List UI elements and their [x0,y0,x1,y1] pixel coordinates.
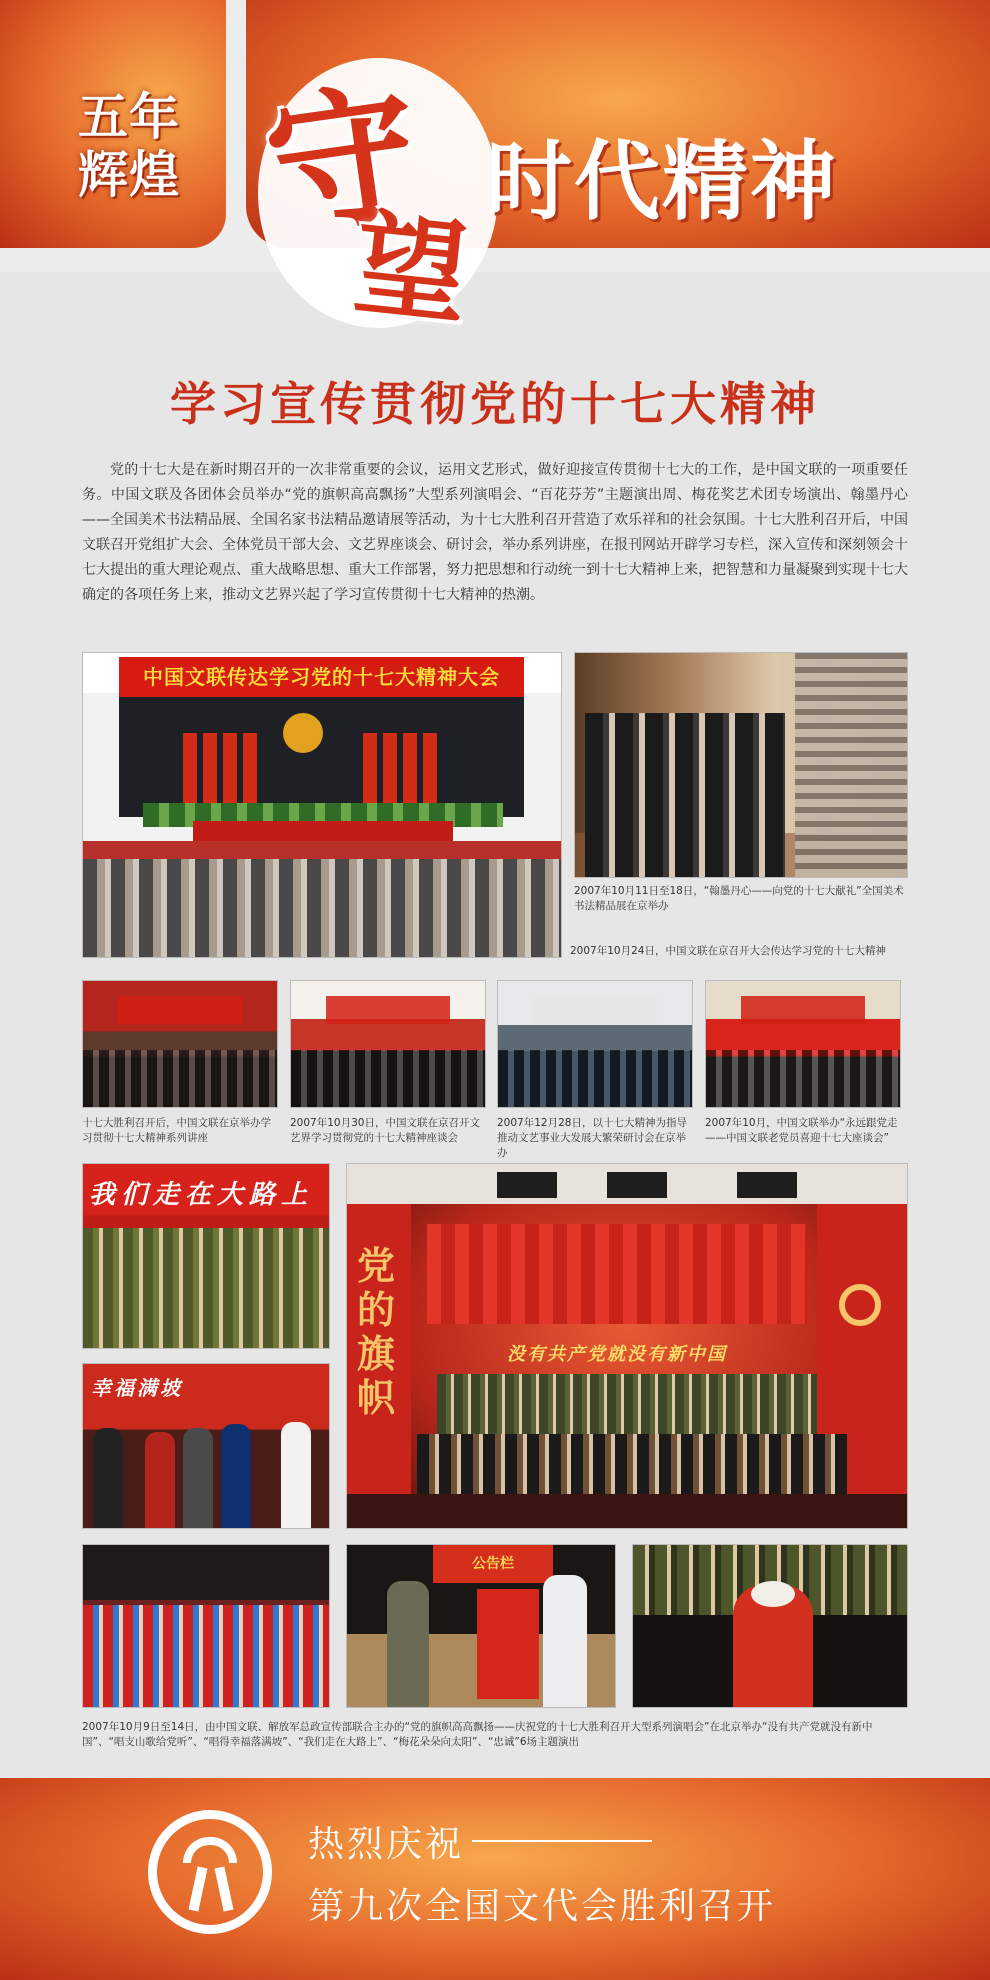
intro-paragraph: 党的十七大是在新时期召开的一次非常重要的会议，运用文艺形式，做好迎接宣传贯彻十七大的工作，是中国文联的一项重要任务。中国文联及各团体会员举办“党的旗帜高高飘扬”大型系列演唱会、“百花芬芳”主题演出周、梅花奖艺术团专场演出、翰墨丹心——全国美术书法精品展、全国名家书法精品邀请展等活动，为十七大胜利召开营造了欢乐祥和的社会氛围。十七大胜利召开后，中国文联召开党组扩大会、全体党员干部大会、文艺界座谈会、研讨会，举办系列讲座，在报刊网站开辟学习专栏，深入宣传和深刻领会十七大提出的重大理论观点、重大战略思想、重大工作部署，努力把思想和行动统一到十七大精神上来，把智慧和力量凝聚到实现十七大确定的各项任务上来，推动文艺界兴起了学习宣传贯彻十七大精神的热潮。 [82,462,908,603]
small-caption-3: 2007年12月28日，以十七大精神为指导推动文艺事业大发展大繁荣研讨会在京举办 [497,1117,687,1159]
conference-caption: 2007年10月24日，中国文联在京召开大会传达学习党的十七大精神 [570,945,886,957]
sketch-photo [346,1544,616,1708]
hammer-sickle-icon [839,1284,881,1326]
concert-hall-photo [346,1163,908,1529]
singer-photo [632,1544,908,1708]
calligraphy-char-shou: 守 [256,63,430,259]
header-slogan: 时代精神 [486,132,838,232]
hall-side-text: 党的旗帜 [357,1243,396,1420]
footer-line-2: 第九次全国文代会胜利召开 [308,1886,777,1927]
hosts-banner-text: 幸福满坡 [91,1376,183,1400]
veterans-photo [705,980,901,1108]
dance-photo [82,1544,330,1708]
choir-banner-text: 我们走在大路上 [89,1180,314,1210]
conference-photo [82,652,562,958]
section-title: 学习宣传贯彻党的十七大精神 [170,377,820,431]
notice-board-text: 公告栏 [472,1556,514,1572]
conference-banner: 中国文联传达学习党的十七大精神大会 [119,657,524,697]
footer-line-1: 热烈庆祝 [308,1824,465,1865]
hall-stage-text: 没有共产党就没有新中国 [507,1344,727,1365]
choir-photo [82,1163,330,1349]
party-emblem-icon [283,713,323,753]
hosts-photo [82,1363,330,1529]
footer-banner [0,1778,990,1980]
symposium-photo [290,980,486,1108]
seminar-photo [497,980,693,1108]
small-caption-4: 2007年10月，中国文联举办“永远跟党走——中国文联老党员喜迎十七大座谈会” [705,1117,898,1144]
footer-dash [472,1840,652,1842]
lecture-photo [82,980,278,1108]
calligraphy-char-wang: 望 [348,198,474,341]
performance-caption: 2007年10月9日至14日，由中国文联、解放军总政宣传部联合主办的“党的旗帜高高飘扬——庆祝党的十七大胜利召开大型系列演唱会”在北京举办“没有共产党就没有新中国”、“唱支山歌给党听”、“唱得幸福落满坡”、“我们走在大路上”、“梅花朵朵向太阳”、“忠诚”6场主题演出 [82,1721,873,1748]
five-years-badge: 五年辉煌 [78,88,180,204]
exhibition-caption: 2007年10月11日至18日，“翰墨丹心——向党的十七大献礼”全国美术书法精品展在京举办 [574,885,904,912]
cflac-logo-icon [148,1810,272,1934]
small-caption-1: 十七大胜利召开后，中国文联在京举办学习贯彻十七大精神系列讲座 [82,1117,271,1144]
exhibition-photo [574,652,908,878]
small-caption-2: 2007年10月30日，中国文联在京召开文艺界学习贯彻党的十七大精神座谈会 [290,1117,480,1144]
